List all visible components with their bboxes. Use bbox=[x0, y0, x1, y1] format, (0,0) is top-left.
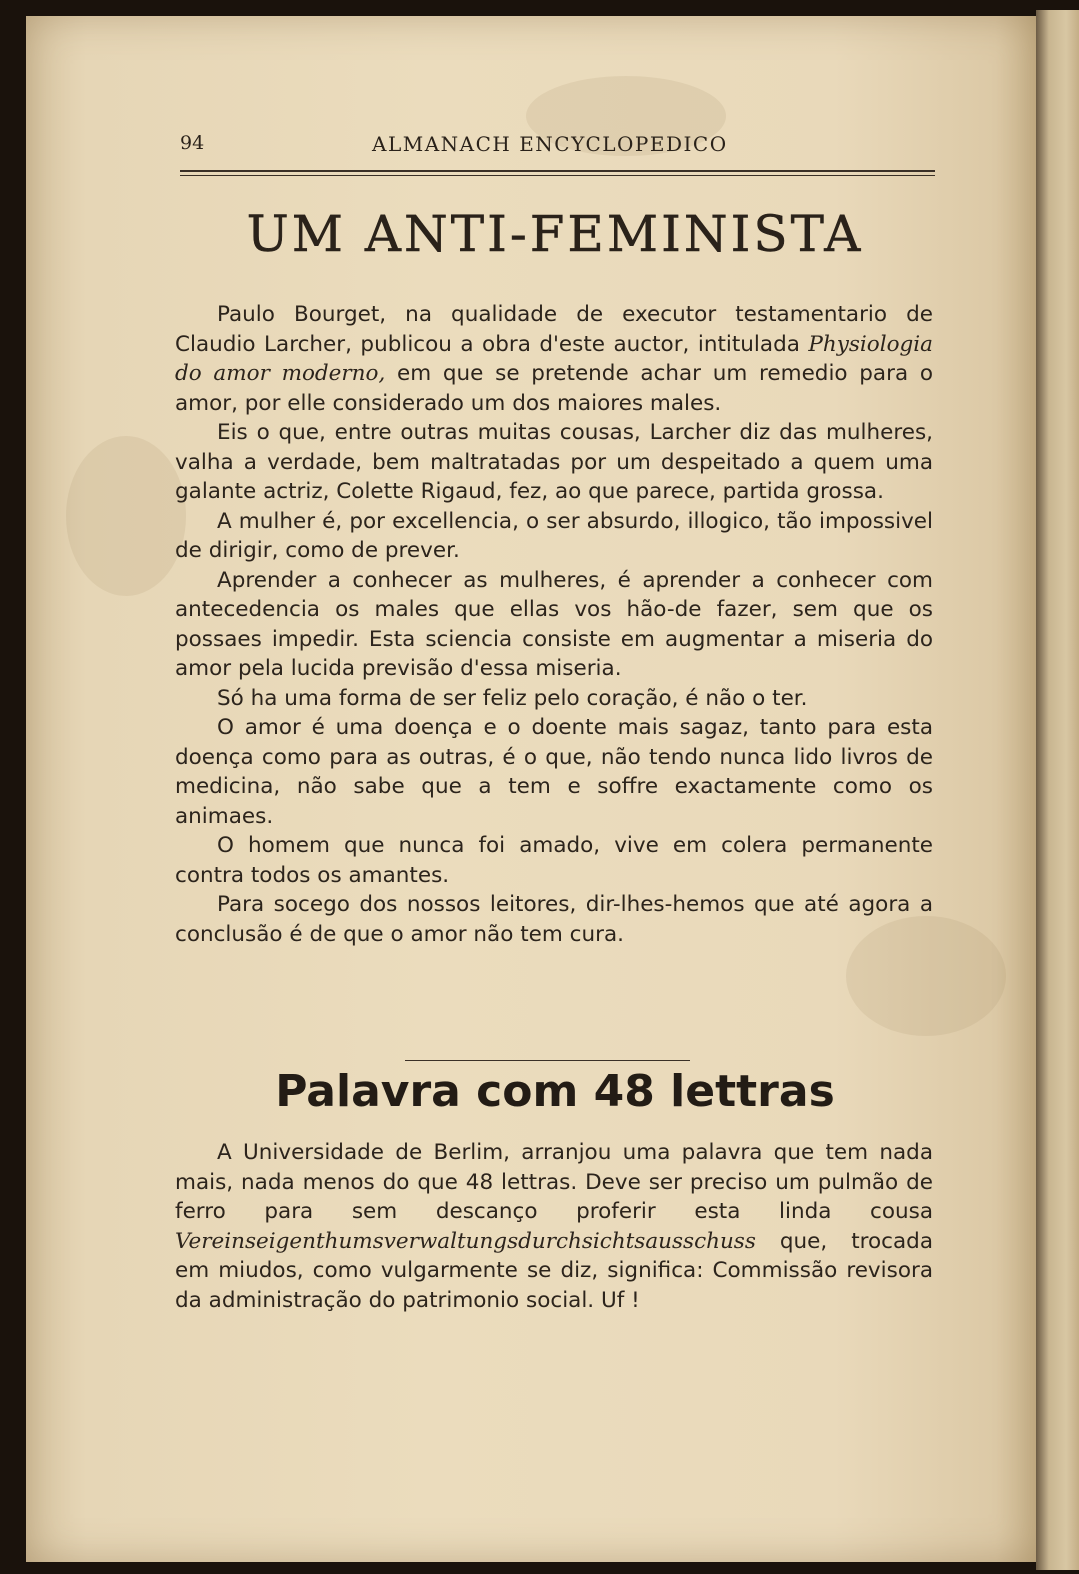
article-paragraph: O homem que nunca foi amado, vive em colera permanente contra todos os amantes. bbox=[175, 833, 933, 888]
article-title: UM ANTI-FEMINISTA bbox=[246, 205, 864, 263]
page-header bbox=[180, 132, 940, 162]
adjacent-page-edge bbox=[1036, 10, 1079, 1570]
long-word-italic: Vereinseigenthumsverwaltungsdurchsichtsausschuss bbox=[175, 1228, 756, 1254]
running-title: ALMANACH ENCYCLOPEDICO bbox=[372, 132, 728, 156]
article-paragraph: Eis o que, entre outras muitas cousas, Larcher diz das mulheres, valha a verdade, bem maltratadas por um despeitado a quem uma galante actriz, Colette Rigaud, fez, ao que parece, partida grossa. bbox=[175, 420, 933, 504]
article-paragraph: Aprender a conhecer as mulheres, é aprender a conhecer com antecedencia os males que ellas vos hão-de fazer, sem que os possaes impedir. Esta sciencia consiste em augmentar a miseria do amor pela lucida previsão d'essa miseria. bbox=[175, 567, 933, 681]
paragraph-text: Paulo Bourget, na qualidade de executor testamentario de Claudio Larcher, publicou a obra d'este auctor, intitulada bbox=[175, 302, 933, 357]
section-divider bbox=[405, 1060, 690, 1061]
paper-stain bbox=[66, 436, 186, 596]
article-paragraph bbox=[175, 300, 933, 418]
section-body bbox=[175, 1138, 933, 1315]
article-body bbox=[175, 300, 933, 949]
paragraph-text: em que se pretende achar um remedio para o amor, por elle considerado um dos maiores males. bbox=[175, 361, 933, 416]
article-paragraph: A mulher é, por excellencia, o ser absurdo, illogico, tão impossivel de dirigir, como de prever. bbox=[175, 508, 933, 563]
header-rule bbox=[180, 170, 935, 172]
header-rule bbox=[180, 175, 935, 176]
article-paragraph: Para socego dos nossos leitores, dir-lhes-hemos que até agora a conclusão é de que o amor não tem cura. bbox=[175, 892, 933, 947]
article-paragraph: Só ha uma forma de ser feliz pelo coração, é não o ter. bbox=[217, 685, 808, 711]
article-paragraph: O amor é uma doença e o doente mais sagaz, tanto para esta doença como para as outras, é o que, não tendo nunca lido livros de medicina, não sabe que a tem e soffre exactamente como os animaes. bbox=[175, 715, 933, 829]
book-title-italic: Physiologia do amor moderno, bbox=[175, 331, 933, 386]
section-paragraph bbox=[175, 1138, 933, 1315]
paragraph-text: A Universidade de Berlim, arranjou uma palavra que tem nada mais, nada menos do que 48 lettras. Deve ser preciso um pulmão de ferro para sem descanço proferir esta linda cousa bbox=[175, 1140, 933, 1224]
paragraph-text: que, trocada em miudos, como vulgarmente se diz, significa: Commissão revisora da administração do patrimonio social. Uf ! bbox=[175, 1228, 933, 1313]
page-number: 94 bbox=[180, 132, 205, 154]
section-title: Palavra com 48 lettras bbox=[275, 1066, 835, 1117]
